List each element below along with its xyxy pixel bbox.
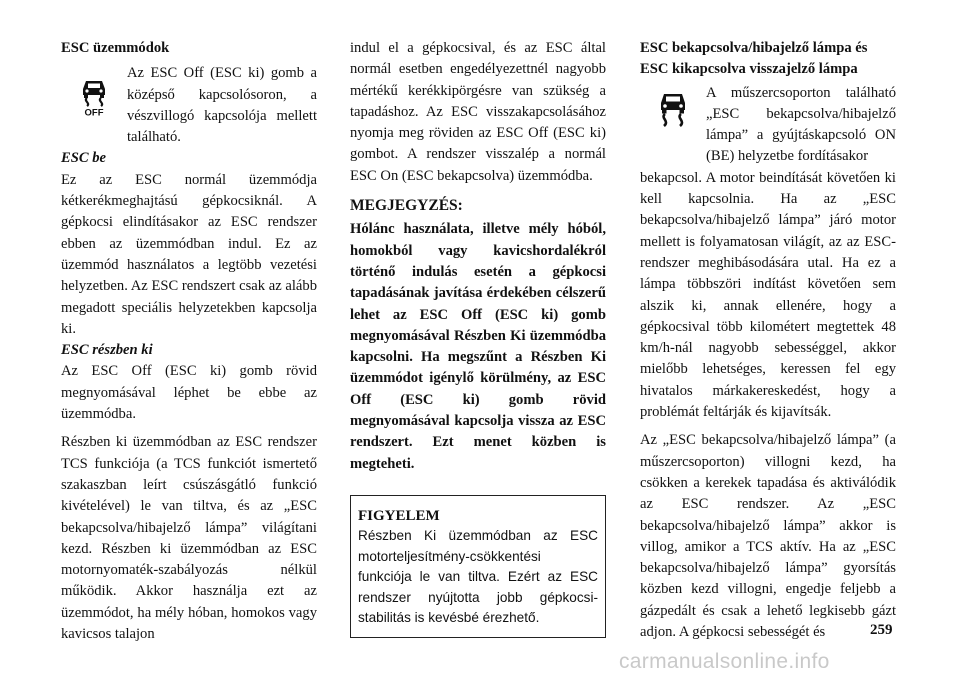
partial-off-details-paragraph: Részben ki üzemmódban az ESC rendszer TCS funkciója (a TCS funkciót ismertető szakaszban leírt csúszásgátló funkció kivételével) le van tiltva, és az „ESC bekapcsolva/hibajelző lámpa” világítani kezd. Részben ki üzemmódban az ESC motornyomaték-szabályozás nélkül működik. Akkor használja ezt az üzemmódot, ha mély hóban, homokos vagy kavicsos talajon <box>61 434 317 643</box>
esc-off-icon-block <box>61 63 317 148</box>
esc-lamp-intro-text: A műszercsoporton található „ESC bekapcsolva/hibajelző lámpa” a gyújtáskapcsoló ON (BE) helyzetbe fordításakor <box>706 84 896 165</box>
note-text: Hólánc használata, illetve mély hóból, homokból vagy kavicshordalékról történő indulás esetén a gépkocsi tapadásának javítása érdekében célszerű lehet az ESC Off (ESC ki) gomb megnyomásával Részben Ki üzemmódba kapcsolni. Ha megszűnt a Részben Ki üzemmódot igénylő körülmény, az ESC Off (ESC ki) gomb rövid megnyomásával kapcsolja vissza az ESC rendszert. Ezt menet közben is megteheti. <box>350 221 606 472</box>
column-1 <box>61 38 317 645</box>
esc-off-icon <box>61 63 127 117</box>
esc-activation-lamp-icon <box>640 83 706 129</box>
esc-off-button-location-text: Az ESC Off (ESC ki) gomb a középső kapcsolósoron, a vészvillogó kapcsolója mellett található. <box>127 65 317 146</box>
warning-text: Részben Ki üzemmódban az ESC motorteljesítmény-csökkentési funkciója le van tiltva. Ezért az ESC rendszer nyújtotta jobb gépkocsi-stabilitás is kevésbé érezhető. <box>358 528 598 626</box>
watermark: carmanualsonline.info <box>619 650 830 673</box>
esc-partial-off-paragraph: Az ESC Off (ESC ki) gomb rövid megnyomásával léphet be ebbe az üzemmódba. <box>61 363 317 423</box>
subheading-esc-partial-off: ESC részben ki <box>61 342 153 359</box>
section-heading-esc-modes: ESC üzemmódok <box>61 40 170 56</box>
esc-lamp-icon-block <box>640 83 896 168</box>
column-3 <box>640 38 896 643</box>
subheading-esc-on: ESC be <box>61 150 107 167</box>
section-heading-esc-lamp: ESC bekapcsolva/hibajelző lámpa és ESC kikapcsolva visszajelző lámpa <box>640 40 868 78</box>
note-heading: MEGJEGYZÉS: <box>350 197 463 215</box>
svg-text:OFF: OFF <box>84 107 104 118</box>
esc-lamp-paragraph-2: Az „ESC bekapcsolva/hibajelző lámpa” (a műszercsoporton) villogni kezd, ha csökken a kerekek tapadása és aktiválódik az ESC rendszer. Az „ESC bekapcsolva/hibajelző lámpa” akkor is villog, amikor a TCS aktív. Ha az „ESC bekapcsolva/hibajelző lámpa” gyorsítás közben kezd villogni, engedje feljebb a gázpedált és csak a lehető legkisebb gázt adjon. A gépkocsi sebességét és <box>640 432 896 641</box>
esc-on-paragraph: Ez az ESC normál üzemmódja kétkerékmeghajtású gépkocsiknál. A gépkocsi elindításakor az ESC rendszer ebben az üzemmódban indul. Ez az üzemmód használatos a legtöbb vezetési helyzetben. Az ESC rendszert csak az alább megadott speciális helyzetekben kapcsolja ki. <box>61 171 317 337</box>
esc-lamp-paragraph-1: bekapcsol. A motor beindítását követően ki kell kapcsolnia. Ha az „ESC bekapcsolva/hibajelző lámpa” járó motor mellett is folyamatosan világít, az az ESC-rendszer meghibásodására utal. Ha ez a lámpa többszöri indítást követően sem alszik ki, annak ellenére, hogy a gépkocsival több kilométert megtettek 48 km/h-nál nagyobb sebességgel, akkor mielőbb lehetséges, keressen fel egy hivatalos márkakereskedést, hogy a problémát feltárják és kijavítsák. <box>640 169 896 421</box>
page-number: 259 <box>870 622 893 638</box>
warning-title: FIGYELEM <box>358 507 440 524</box>
column-2 <box>350 38 606 638</box>
warning-box <box>350 495 606 638</box>
partial-off-continued-paragraph: indul el a gépkocsival, és az ESC által normál esetben engedélyezettnél nagyobb mértékű kerékkipörgésre van szükség a tapadáshoz. Az ESC visszakapcsolásához nyomja meg röviden az ESC Off (ESC ki) gombot. A rendszer visszalép a normál ESC On (ESC bekapcsolva) üzemmódba. <box>350 40 606 184</box>
